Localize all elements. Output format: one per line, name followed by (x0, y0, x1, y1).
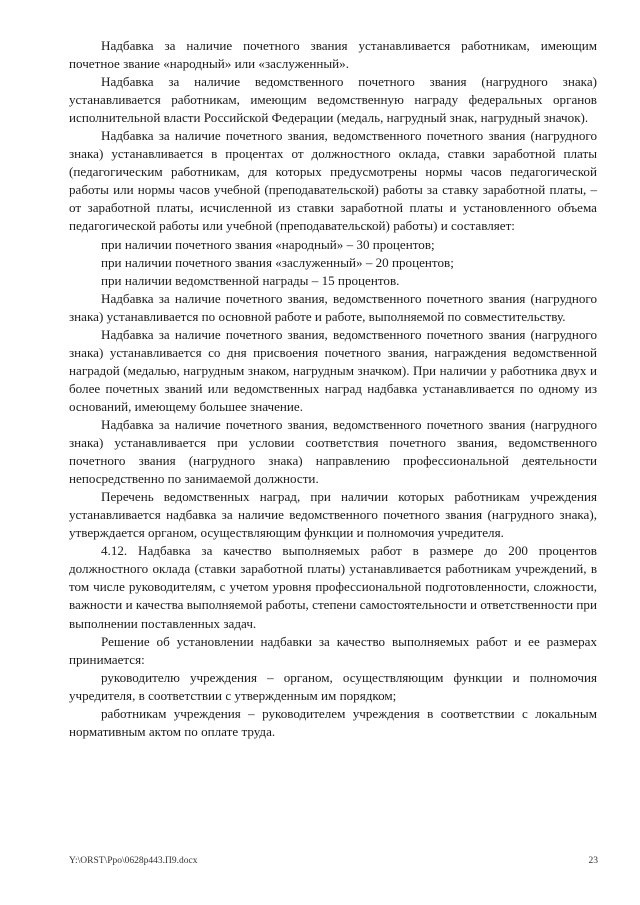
paragraph-effective-date: Надбавка за наличие почетного звания, ведомственного почетного звания (нагрудного знака) устанавливается со дня присвоения почетного звания, награждения ведомственной наградой (медалью, нагрудным знаком, нагрудным значком). При наличии у работника двух и более почетных званий или ведомственных наград надбавка устанавливается по одному из оснований, имеющему большее значение. (69, 326, 597, 414)
footer-file-path: Y:\ORST\Ppo\0628p443.П9.docx (69, 856, 198, 866)
paragraph-profession-correspondence: Надбавка за наличие почетного звания, ведомственного почетного звания (нагрудного знака) устанавливается при условии соответствия почетного звания, ведомственного почетного звания (нагрудного знака) направлению профессиональной деятельности непосредственно по занимаемой должности. (69, 416, 597, 487)
paragraph-departmental-title-allowance: Надбавка за наличие ведомственного почетного звания (нагрудного знака) устанавливается работникам, имеющим ведомственную награду федеральных органов исполнительной власти Российской Федерации (медаль, нагрудный знак, нагрудный значок). (69, 74, 597, 126)
document-body (69, 37, 597, 741)
paragraph-decision-on-allowance: Решение об установлении надбавки за качество выполняемых работ и ее размерах принимается: (69, 633, 597, 667)
paragraph-honorary-title-allowance: Надбавка за наличие почетного звания устанавливается работникам, имеющим почетное звание «народный» или «заслуженный». (69, 38, 597, 72)
paragraph-section-4-12-quality-allowance: 4.12. Надбавка за качество выполняемых работ в размере до 200 процентов должностного оклада (ставки заработной платы) устанавливается работникам учреждений, в том числе руководителям, с учетом уровня профессиональной подготовленности, сложности, важности и качества выполняемой работы, степени самостоятельности и ответственности при выполнении поставленных задач. (69, 543, 597, 631)
paragraph-decision-for-head: руководителю учреждения – органом, осуществляющим функции и полномочия учредителя, в соответствии с утвержденным им порядком; (69, 669, 597, 703)
paragraph-awards-list-approval: Перечень ведомственных наград, при наличии которых работникам учреждения устанавливается надбавка за наличие ведомственного почетного звания (нагрудного знака), утверждается органом, осуществляющим функции и полномочия учредителя. (69, 489, 597, 541)
list-item-people-title: при наличии почетного звания «народный» – 30 процентов; (101, 236, 435, 252)
paragraph-allowance-percentage-basis: Надбавка за наличие почетного звания, ведомственного почетного звания (нагрудного знака) устанавливается в процентах от должностного оклада, ставки заработной платы (педагогическим работникам, для которых предусмотрены нормы часов педагогической работы или нормы часов учебной (преподавательской) работы за ставку заработной платы, – от заработной платы, исчисленной из ставки заработной платы и установленного объема педагогической работы или учебной (преподавательской) работы) и составляет: (69, 128, 597, 234)
paragraph-decision-for-employees: работникам учреждения – руководителем учреждения в соответствии с локальным нормативным актом по оплате труда. (69, 705, 597, 739)
footer-page-number: 23 (588, 856, 598, 866)
list-item-departmental-award: при наличии ведомственной награды – 15 процентов. (101, 272, 400, 288)
list-item-honored-title: при наличии почетного звания «заслуженный» – 20 процентов; (101, 254, 454, 270)
paragraph-main-and-part-time-work: Надбавка за наличие почетного звания, ведомственного почетного звания (нагрудного знака) устанавливается по основной работе и работе, выполняемой по совместительству. (69, 290, 597, 324)
